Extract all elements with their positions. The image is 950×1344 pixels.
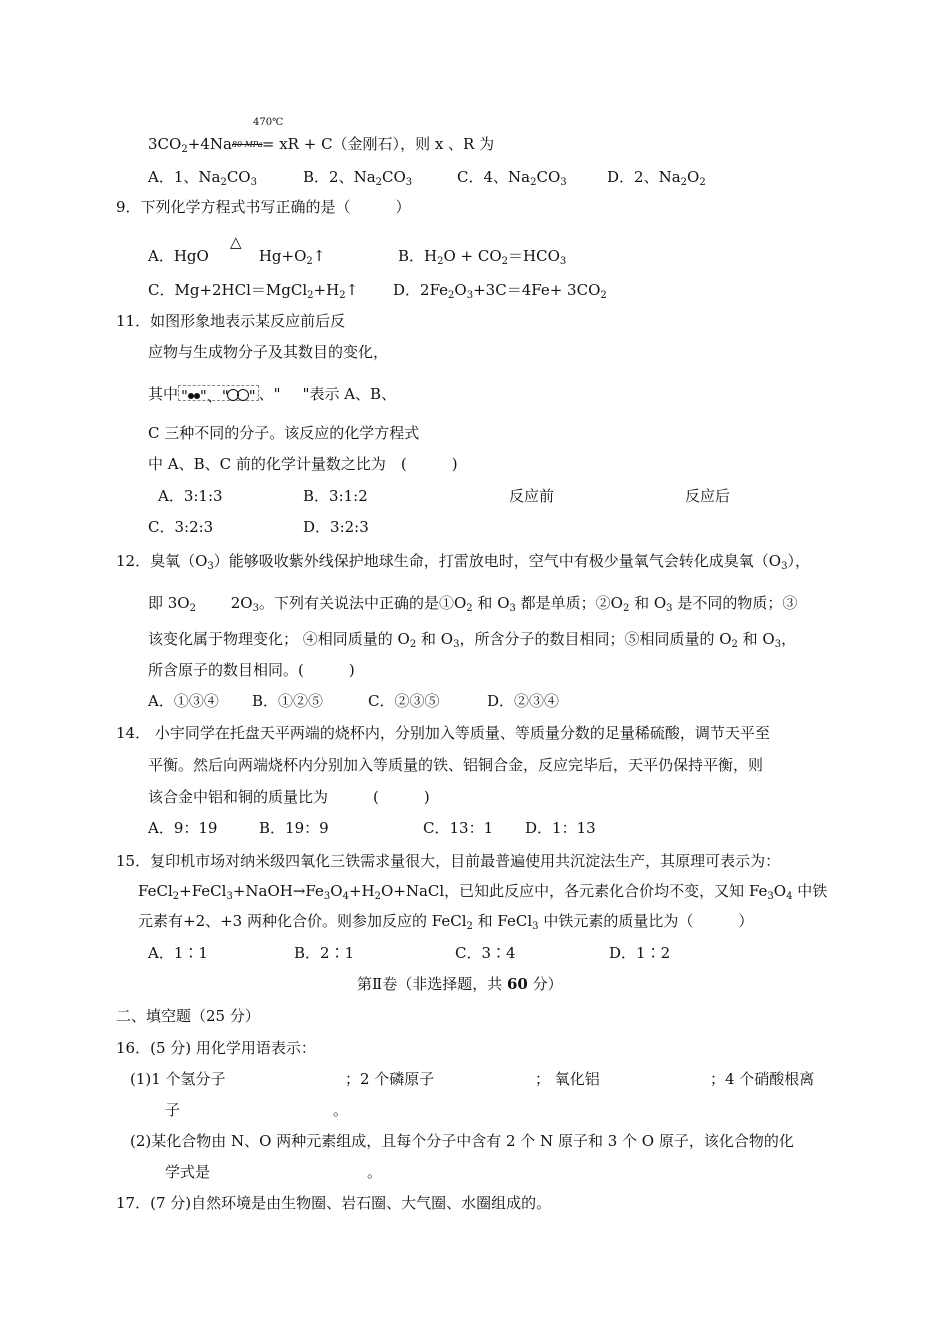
q16-part2-b: 学式是 xyxy=(165,1163,211,1181)
section-title: 第Ⅱ卷（非选择题，共 60 分） xyxy=(357,975,563,993)
heat-symbol: △ xyxy=(230,233,242,251)
q9-option-b: B．$H_2O + CO_2=HCO_3$ xyxy=(398,247,567,267)
q8-option-c: C．4、$Na_2CO_3$ xyxy=(457,168,567,188)
q14-option-c: C．13：1 xyxy=(423,819,494,837)
q16-part1-b: ；2 个磷原子 xyxy=(345,1070,435,1088)
q11-option-a: A．3:1:3 xyxy=(158,487,223,505)
q14-line-1: 14． 小宇同学在托盘天平两端的烧杯内，分别加入等质量、等质量分数的足量稀硫酸，调节天平至 xyxy=(116,724,770,742)
q15-option-d: D．1∶2 xyxy=(609,944,671,962)
q17-stem: 17．(7 分)自然环境是由生物圈、岩石圈、大气圈、水圈组成的。 xyxy=(116,1194,552,1212)
q8-option-b: B．2、$Na_2CO_3$ xyxy=(303,168,413,188)
q9-option-d: D．$2Fe_2O_3+3C=4Fe+ 3CO_2$ xyxy=(393,281,607,301)
after-reaction-label: 反应后 xyxy=(685,487,731,505)
q12-option-c: C．②③⑤ xyxy=(368,692,440,710)
q12-option-a: A．①③④ xyxy=(148,692,219,710)
q15-line-2: $FeCl_2+FeCl_3+NaOH\to Fe_3O_4+H_2O+NaCl$，已知此反应中，各元素化合价均不变，又知 $Fe_3O_4$ 中铁 xyxy=(138,882,828,902)
q14-option-d: D．1：13 xyxy=(525,819,596,837)
q12-line-4: 所含原子的数目相同。( ) xyxy=(148,661,355,679)
q14-line-2: 平衡。然后向两端烧杯内分别加入等质量的铁、铝铜合金，反应完毕后，天平仍保持平衡，则 xyxy=(148,756,764,774)
q16-part1-f: 。 xyxy=(333,1101,349,1119)
q16-stem: 16．(5 分) 用化学用语表示： xyxy=(116,1039,316,1057)
q16-part1-d: ；4 个硝酸根离 xyxy=(710,1070,815,1088)
q9-stem: 9．下列化学方程式书写正确的是（ ） xyxy=(116,198,411,216)
q15-option-c: C．3∶4 xyxy=(455,944,516,962)
q15-line-1: 15．复印机市场对纳米级四氧化三铁需求量很大，目前最普遍使用共沉淀法生产，其原理可表示为： xyxy=(116,852,781,870)
q16-part1-c: ； 氧化铝 xyxy=(535,1070,600,1088)
q15-line-3: 元素有+2、+3 两种化合价。则参加反应的 FeCl$_2$ 和 FeCl$_3$ 中铁元素的质量比为（ ） xyxy=(138,912,754,932)
q11-line-1: 11．如图形象地表示某反应前后反 xyxy=(116,312,346,330)
q11-line-3: 其中 " "、" " 、" "表示 A、B、 xyxy=(148,385,397,405)
fill-in-heading: 二、填空题（25 分） xyxy=(116,1007,260,1025)
q14-option-b: B．19：9 xyxy=(259,819,329,837)
q16-part2-c: 。 xyxy=(367,1163,383,1181)
q16-part2: (2)某化合物由 N、O 两种元素组成，且每个分子中含有 2 个 N 原子和 3 个 O 原子，该化合物的化 xyxy=(130,1132,794,1150)
q12-line-2: 即 $3O_2$ $2O_3$。下列有关说法中正确的是$①O_2$ 和 $O_3$ 都是单质；$②O_2$ 和 $O_3$ 是不同的物质；③ xyxy=(148,594,798,614)
q11-option-d: D．3:2:3 xyxy=(303,518,369,536)
q15-option-b: B．2∶1 xyxy=(294,944,355,962)
q11-line-5: 中 A、B、C 前的化学计量数之比为 ( ) xyxy=(148,455,458,473)
q12-option-b: B．①②⑤ xyxy=(252,692,324,710)
q9-option-a: A．HgO $Hg+O_2↑$ xyxy=(148,247,326,267)
q16-part1-a: (1)1 个氢分子 xyxy=(130,1070,226,1088)
q9-option-c: C．$Mg+2HCl=MgCl_2+H_2↑$ xyxy=(148,281,359,301)
molecule-legend-icon: " "、" " xyxy=(178,385,259,401)
q11-line-2: 应物与生成物分子及其数目的变化， xyxy=(148,343,389,361)
before-reaction-label: 反应前 xyxy=(509,487,555,505)
reaction-condition-temperature: 470℃ xyxy=(253,117,284,128)
q12-line-1: 12．臭氧$(O_3)$能够吸收紫外线保护地球生命，打雷放电时，空气中有极少量氧气会转化成臭氧$(O_3)$， xyxy=(116,552,810,572)
q16-part1-e: 子 xyxy=(165,1101,181,1119)
q12-option-d: D．②③④ xyxy=(487,692,560,710)
q8-option-a: A．1、$Na_2CO_3$ xyxy=(148,168,257,188)
reaction-condition-arrow: 80 MPa xyxy=(231,140,263,149)
q14-line-3: 该合金中铝和铜的质量比为 ( ) xyxy=(148,788,430,806)
q11-option-b: B．3:1:2 xyxy=(303,487,368,505)
q8-equation: $3CO_2+4Na$ 80 MPa = xR + C（金刚石），则 x 、R 为 xyxy=(148,135,495,155)
q11-line-4: C 三种不同的分子。该反应的化学方程式 xyxy=(148,424,420,442)
q12-line-3: 该变化属于物理变化； ④相同质量的 $O_2$ 和 $O_3$，所含分子的数目相同；⑤相同质量的 $O_2$ 和 $O_3$， xyxy=(148,630,797,650)
q14-option-a: A．9：19 xyxy=(148,819,218,837)
q11-option-c: C．3:2:3 xyxy=(148,518,214,536)
q8-option-d: D．2、$Na_2O_2$ xyxy=(607,168,706,188)
q15-option-a: A．1∶1 xyxy=(148,944,208,962)
